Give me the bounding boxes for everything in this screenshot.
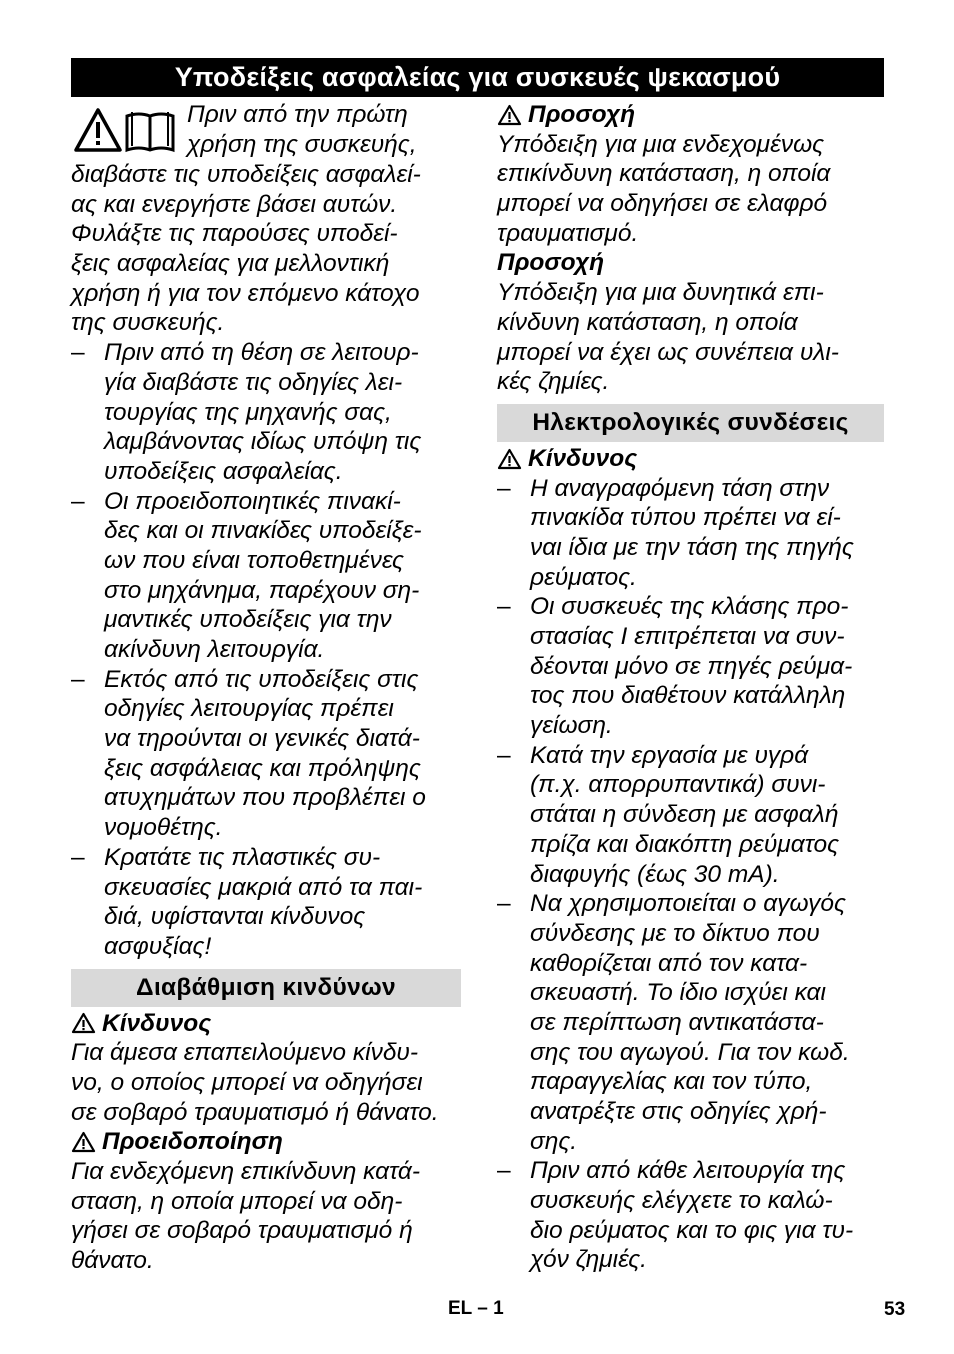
intro-line: της συσκευής. — [71, 309, 225, 337]
list-line: Οι προειδοποιητικές πινακί- — [104, 487, 401, 515]
danger-label: Κίνδυνος — [102, 1009, 212, 1037]
danger-line: Για άμεσα επαπειλούμενο κίνδυ- — [71, 1039, 419, 1067]
danger-heading — [71, 1009, 461, 1039]
list-line: να τηρούνται οι γενικές διατά- — [104, 725, 420, 753]
dash-bullet: – — [497, 890, 511, 918]
intro-line: διαβάστε τις υποδείξεις ασφαλεί- — [71, 161, 421, 188]
caution-line: τραυματισμό. — [497, 219, 639, 247]
list-line: συσκευής ελέγχετε το καλώ- — [530, 1187, 833, 1215]
caution-line: επικίνδυνη κατάσταση, η οποία — [497, 160, 831, 188]
danger-label: Κίνδυνος — [528, 444, 638, 472]
list-line: τος που διαθέτουν κατάλληλη — [530, 682, 846, 710]
list-line: σης του αγωγού. Για τον κωδ. — [530, 1038, 850, 1066]
dash-bullet: – — [71, 665, 85, 693]
footer-section-page: – 1 — [477, 1298, 504, 1319]
list-line: σκευασίες μακριά από τα παι- — [104, 873, 423, 901]
list-item — [497, 889, 889, 1156]
list-line: οδηγίες λειτουργίας πρέπει — [104, 695, 394, 723]
notice-line: κίνδυνη κατάσταση, η οποία — [497, 308, 798, 336]
list-item — [497, 474, 889, 593]
list-line: τουργίας της μηχανής σας, — [104, 398, 392, 426]
dash-bullet: – — [497, 741, 511, 769]
list-line: Πριν από τη θέση σε λειτουρ- — [104, 339, 419, 367]
warning-manual-icon — [73, 106, 177, 158]
risk-levels-heading: Διαβάθμιση κινδύνων — [71, 969, 461, 1007]
list-line: σης. — [530, 1127, 578, 1155]
caution-line: Υπόδειξη για μια ενδεχομένως — [497, 130, 825, 158]
left-column — [71, 100, 461, 1276]
list-line: στο μηχάνημα, παρέχουν ση- — [104, 576, 420, 604]
list-item — [497, 592, 889, 740]
list-line: διαφυγής (έως 30 mA). — [530, 860, 780, 888]
notice-line: Υπόδειξη για μια δυνητικά επι- — [497, 279, 824, 307]
danger-line: σε σοβαρό τραυματισμό ή θάνατο. — [71, 1098, 439, 1126]
right-column — [497, 100, 889, 1275]
list-line: ναι ίδια με την τάση της πηγής — [530, 533, 854, 561]
warning-line: Για ενδεχόμενη επικίνδυνη κατά- — [71, 1158, 421, 1185]
page-title: Υποδείξεις ασφαλείας για συσκευές ψεκασμού — [71, 58, 884, 97]
warning-triangle-icon — [71, 1012, 96, 1034]
warning-line: γήσει σε σοβαρό τραυματισμό ή — [71, 1217, 413, 1245]
list-line: (π.χ. απορρυπαντικά) συνι- — [530, 771, 826, 799]
list-line: Οι συσκευές της κλάσης προ- — [530, 593, 849, 621]
list-line: γία διαβάστε τις οδηγίες λει- — [104, 368, 403, 396]
list-line: παραγγελίας και τον τύπο, — [530, 1068, 813, 1096]
caution-line: μπορεί να οδηγήσει σε ελαφρό — [497, 190, 828, 218]
dash-bullet: – — [497, 593, 511, 621]
list-line: μαντικές υποδείξεις για την — [104, 606, 392, 634]
dash-bullet: – — [71, 487, 85, 515]
danger-line: νο, ο οποίος μπορεί να οδηγήσει — [71, 1068, 423, 1096]
list-line: δες και οι πινακίδες υποδείξε- — [104, 517, 422, 545]
list-line: στάται η σύνδεση με ασφαλή — [530, 801, 839, 829]
list-line: Να χρησιμοποιείται ο αγωγός — [530, 890, 846, 918]
list-line: Εκτός από τις υποδείξεις στις — [104, 665, 419, 693]
list-line: διά, υφίστανται κίνδυνος — [104, 903, 366, 931]
intro-line: χρήση ή για τον επόμενο κάτοχο — [71, 279, 420, 307]
list-line: πινακίδα τύπου πρέπει να εί- — [530, 504, 841, 532]
list-line: Η αναγραφόμενη τάση στην — [530, 474, 830, 502]
electrical-connections-heading: Ηλεκτρολογικές συνδέσεις — [497, 404, 884, 442]
list-item — [71, 487, 461, 665]
list-item — [497, 1156, 889, 1275]
list-line: ατυχημάτων που προβλέπει ο — [104, 784, 426, 812]
danger-heading — [497, 444, 889, 474]
list-line: ανατρέξτε στις οδηγίες χρή- — [530, 1098, 827, 1125]
list-line: χόν ζημιές. — [530, 1246, 647, 1274]
list-line: διο ρεύματος και το φις για τυ- — [530, 1216, 854, 1244]
list-line: δέονται μόνο σε πηγές ρεύμα- — [530, 652, 853, 680]
list-line: πρίζα και διακόπτη ρεύματος — [530, 830, 840, 858]
list-line: στασίας I επιτρέπεται να συν- — [530, 623, 845, 650]
list-line: ξεις ασφάλειας και πρόληψης — [104, 754, 421, 782]
list-line: ασφυξίας! — [104, 932, 212, 960]
list-line: σύνδεσης με το δίκτυο που — [530, 919, 820, 947]
dash-bullet: – — [497, 1157, 511, 1185]
warning-line: θάνατο. — [71, 1247, 154, 1275]
warning-triangle-icon — [497, 104, 522, 126]
warning-label: Προειδοποίηση — [102, 1128, 283, 1156]
dash-bullet: – — [497, 474, 511, 502]
list-item — [71, 843, 461, 962]
footer-section: EL — [448, 1298, 472, 1319]
list-line: υποδείξεις ασφαλείας. — [104, 457, 343, 485]
list-line: Κατά την εργασία με υγρά — [530, 741, 809, 769]
footer-section-marker — [448, 1298, 504, 1320]
dash-bullet: – — [71, 339, 85, 367]
intro-block — [71, 100, 461, 338]
warning-line: σταση, η οποία μπορεί να οδη- — [71, 1187, 403, 1215]
list-line: νομοθέτης. — [104, 814, 223, 842]
list-line: ων που είναι τοποθετημένες — [104, 546, 404, 574]
list-item — [497, 741, 889, 889]
intro-line: ξεις ασφαλείας για μελλοντική — [71, 250, 390, 278]
list-line: ρεύματος. — [530, 563, 637, 591]
notice-line: κές ζημίες. — [497, 368, 610, 396]
list-item — [71, 338, 461, 486]
caution-label: Προσοχή — [528, 101, 636, 128]
warning-heading — [71, 1127, 461, 1157]
list-line: λαμβάνοντας ιδίως υπόψη τις — [104, 428, 422, 456]
list-line: σκευαστή. Το ίδιο ισχύει και — [530, 979, 826, 1007]
list-line: γείωση. — [530, 712, 613, 740]
list-item — [71, 665, 461, 843]
intro-line: Φυλάξτε τις παρούσες υποδεί- — [71, 220, 398, 248]
warning-triangle-icon — [497, 448, 522, 470]
list-line: σε περίπτωση αντικατάστα- — [530, 1008, 824, 1036]
list-line: Πριν από κάθε λειτουργία της — [530, 1157, 846, 1185]
warning-triangle-icon — [71, 1131, 96, 1153]
list-line: ακίνδυνη λειτουργία. — [104, 636, 325, 663]
list-line: Κρατάτε τις πλαστικές συ- — [104, 843, 381, 871]
caution-heading — [497, 100, 889, 130]
intro-line: ας και ενεργήστε βάσει αυτών. — [71, 190, 398, 218]
warning-read-manual-pictogram — [71, 100, 181, 160]
notice-label: Προσοχή — [497, 249, 605, 277]
notice-line: μπορεί να έχει ως συνέπεια υλι- — [497, 338, 839, 366]
dash-bullet: – — [71, 843, 85, 871]
list-line: καθορίζεται από τον κατα- — [530, 949, 808, 977]
intro-line: χρήση της συσκευής, — [187, 130, 417, 158]
page-number: 53 — [884, 1299, 906, 1320]
intro-line: Πριν από την πρώτη — [187, 101, 408, 128]
